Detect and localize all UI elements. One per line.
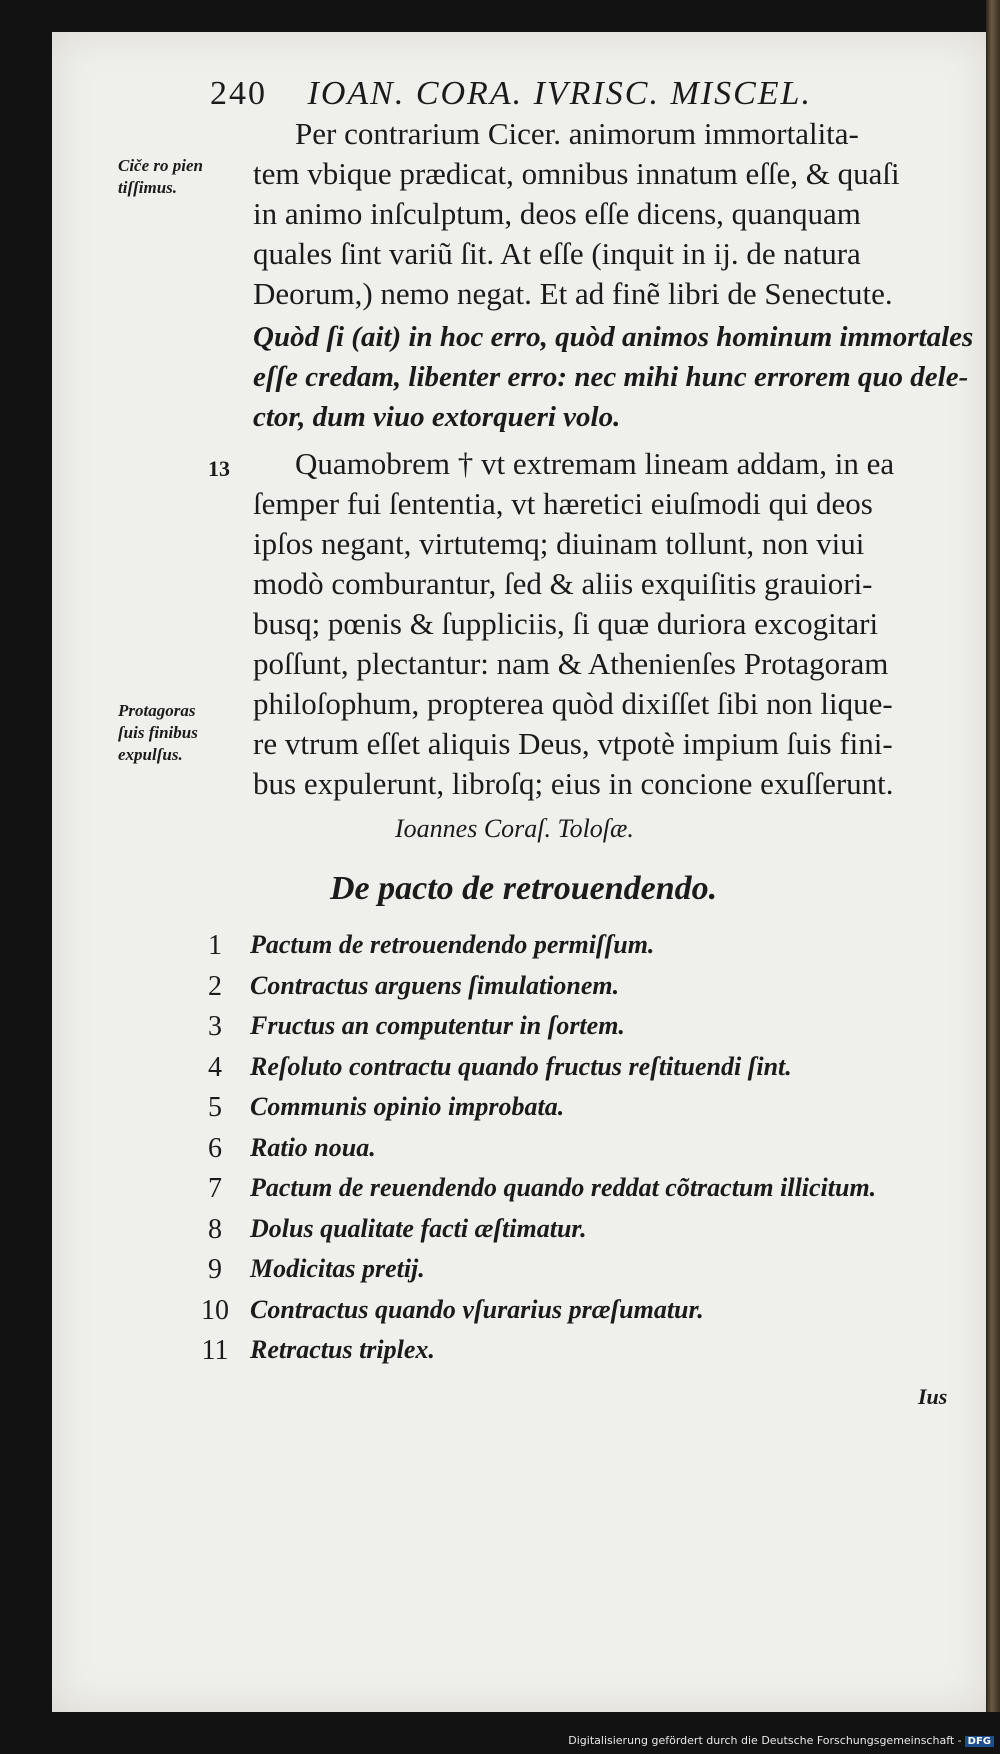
margin-note-line: expulſus. xyxy=(118,745,183,764)
summary-item: Contractus arguens ſimulationem. xyxy=(250,970,620,1000)
summary-number: 9 xyxy=(208,1254,222,1285)
footer-text: Digitalisierung gefördert durch die Deutsche Forschungsgemeinschaft - xyxy=(568,1734,962,1747)
summary-item: Modicitas pretij. xyxy=(250,1254,425,1283)
summary-item: Contractus quando vſurarius præſumatur. xyxy=(250,1294,704,1324)
margin-paragraph-number xyxy=(208,458,230,480)
dfg-logo: DFG xyxy=(965,1736,994,1747)
page-number: 240 xyxy=(210,75,267,112)
body-line-quote: Quòd ſi (ait) in hoc erro, quòd animos hominum immortales xyxy=(253,321,974,353)
body-line-quote: ctor, dum viuo extorqueri volo. xyxy=(253,401,621,433)
catchword: Ius xyxy=(918,1384,948,1409)
margin-note-line: Protagoras xyxy=(118,701,196,720)
margin-note-line: 13 xyxy=(208,456,230,481)
summary-item: Reſoluto contractu quando fructus reſtituendi ſint. xyxy=(250,1051,792,1081)
body-line: poſſunt, plectantur: nam & Athenienſes Protagoram xyxy=(253,646,889,681)
summary-number: 3 xyxy=(208,1011,222,1042)
margin-note-line: tiſſimus. xyxy=(118,178,178,197)
footer-credit xyxy=(568,1734,994,1747)
running-title: IOAN. CORA. IVRISC. MISCEL. xyxy=(307,75,812,112)
margin-note-line: Ciče ro pien xyxy=(118,156,203,175)
body-line: ipſos negant, virtutemq; diuinam tollunt, non viui xyxy=(253,526,865,561)
body-line: Quamobrem † vt extremam lineam addam, in ea xyxy=(295,446,895,481)
body-line: philoſophum, propterea quòd dixiſſet ſibi non lique- xyxy=(253,686,893,721)
summary-number: 5 xyxy=(208,1092,222,1123)
summary-item: Communis opinio improbata. xyxy=(250,1092,565,1121)
margin-note-line: ſuis finibus xyxy=(118,723,198,742)
body-line-quote: eſſe credam, libenter erro: nec mihi hunc errorem quo dele- xyxy=(253,361,969,393)
summary-item: Retractus triplex. xyxy=(250,1335,435,1364)
summary-number: 6 xyxy=(208,1132,222,1164)
body-line: bus expulerunt, libroſq; eius in concione exuſſerunt. xyxy=(253,766,894,801)
body-line: quales ſint variũ ſit. At eſſe (inquit in ij. de natura xyxy=(253,236,861,271)
summary-number: 11 xyxy=(201,1335,229,1366)
summary-number: 2 xyxy=(208,970,222,1002)
body-line: modò comburantur, ſed & aliis exquiſitis grauiori- xyxy=(253,566,873,601)
summary-number: 10 xyxy=(201,1294,229,1326)
signature: Ioannes Coraſ. Toloſæ. xyxy=(395,814,634,843)
margin-note-protagoras xyxy=(118,700,198,766)
body-line: busq; pœnis & ſuppliciis, ſi quæ duriora excogitari xyxy=(253,606,879,641)
margin-note-cicero xyxy=(118,155,203,199)
summary-item: Pactum de retrouendendo permiſſum. xyxy=(250,930,655,959)
section-title: De pacto de retrouendendo. xyxy=(330,870,718,907)
body-line: ſemper fui ſententia, vt hæretici eiuſmodi qui deos xyxy=(253,486,873,521)
summary-item: Pactum de reuendendo quando reddat cõtractum illicitum. xyxy=(250,1173,877,1202)
summary-number: 7 xyxy=(208,1173,222,1204)
book-edge xyxy=(986,0,1000,1712)
summary-number: 4 xyxy=(208,1051,222,1083)
summary-number: 1 xyxy=(208,930,222,961)
summary-item: Fructus an computentur in ſortem. xyxy=(250,1011,625,1040)
body-line: re vtrum eſſet aliquis Deus, vtpotè impium ſuis fini- xyxy=(253,726,893,761)
body-line: Deorum,) nemo negat. Et ad finẽ libri de Senectute. xyxy=(253,276,893,311)
body-line: tem vbique prædicat, omnibus innatum eſſe, & quaſi xyxy=(253,156,900,191)
summary-number: 8 xyxy=(208,1213,222,1245)
summary-item: Dolus qualitate facti æſtimatur. xyxy=(250,1213,587,1243)
body-line: Per contrarium Cicer. animorum immortalita- xyxy=(295,116,859,151)
summary-item: Ratio noua. xyxy=(250,1132,376,1162)
body-line: in animo inſculptum, deos eſſe dicens, quanquam xyxy=(253,196,861,231)
